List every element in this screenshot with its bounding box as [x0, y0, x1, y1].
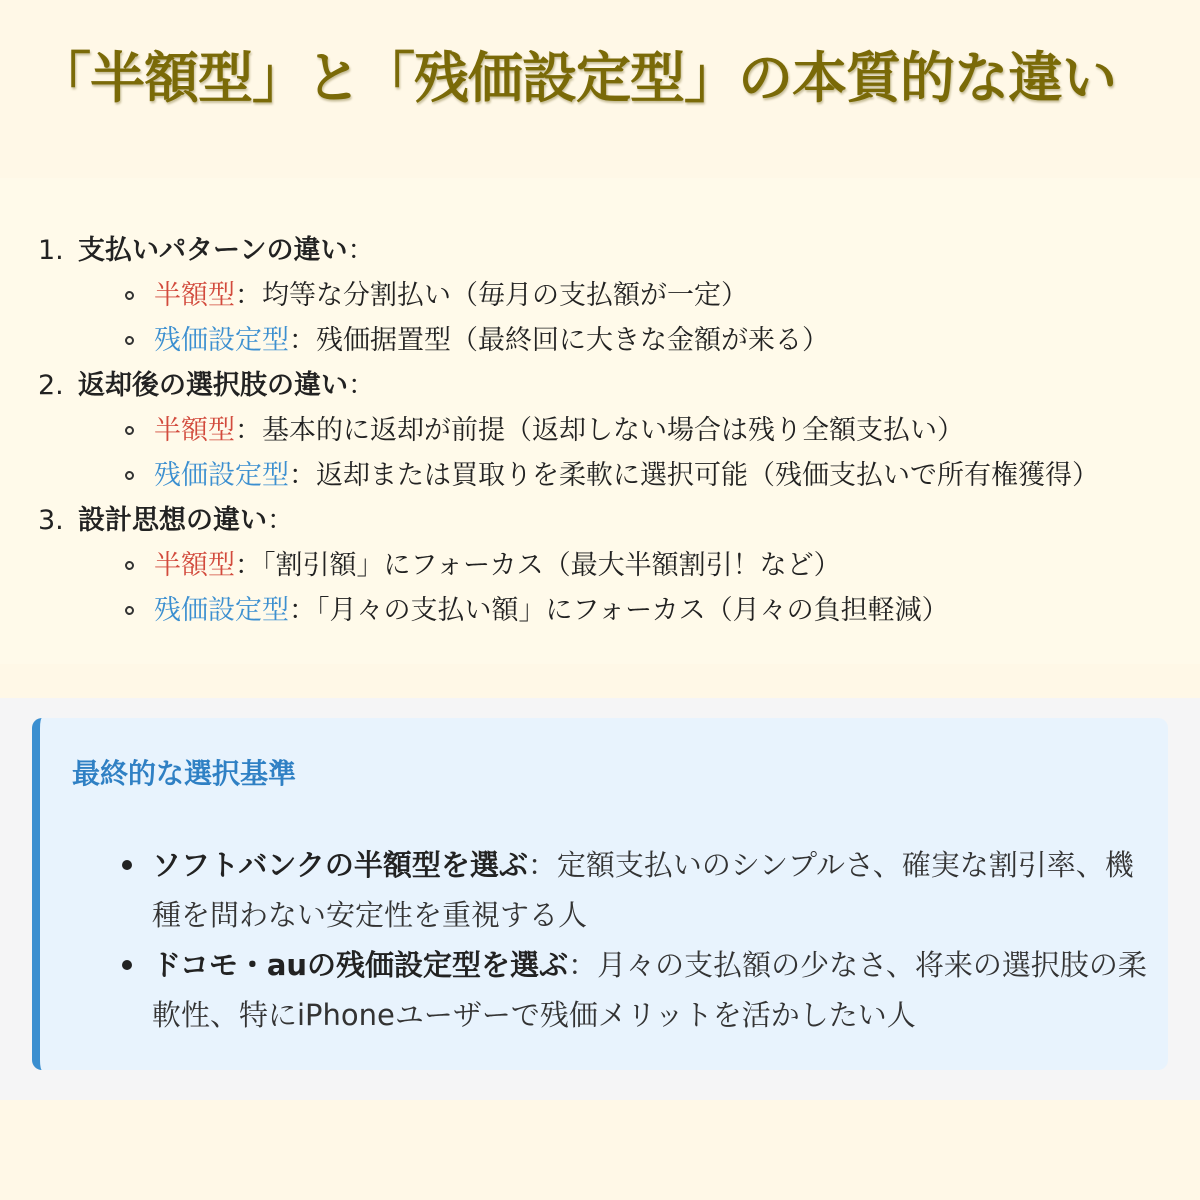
criteria-reason: ：定額支払いのシンプルさ、確実な割引率、機種を問わない安定性を重視する人 — [152, 848, 1134, 932]
difference-heading — [38, 363, 1099, 408]
criteria-title: 最終的な選択基準 — [72, 757, 297, 790]
difference-sub-list — [38, 543, 1099, 633]
term-half: 半額型 — [154, 280, 235, 311]
sub-item-half — [38, 273, 1099, 318]
difference-item-design — [38, 498, 1099, 633]
criteria-callout — [32, 718, 1168, 1070]
term-half: 半額型 — [154, 550, 235, 581]
difference-title: 返却後の選択肢の違い — [78, 370, 348, 401]
difference-item-payment — [38, 228, 1099, 363]
sub-text: ：基本的に返却が前提（返却しない場合は残り全額支払い） — [235, 415, 964, 446]
criteria-item-docomo-au — [152, 940, 1152, 1040]
difference-sub-list — [38, 273, 1099, 363]
list-number: 2. — [38, 370, 64, 401]
colon: ： — [347, 235, 375, 266]
page-title: 「半額型」と「残価設定型」の本質的な違い — [36, 46, 1117, 110]
sub-item-residual — [38, 318, 1099, 363]
difference-heading — [38, 498, 1099, 543]
criteria-choice: ドコモ・auの残価設定型を選ぶ — [152, 948, 569, 982]
sub-text: ：残価据置型（最終回に大きな金額が来る） — [289, 325, 829, 356]
sub-text: ：均等な分割払い（毎月の支払額が一定） — [235, 280, 748, 311]
criteria-choice: ソフトバンクの半額型を選ぶ — [152, 848, 528, 882]
term-half: 半額型 — [154, 415, 235, 446]
difference-sub-list — [38, 408, 1099, 498]
sub-text: ：「割引額」にフォーカス（最大半額割引！など） — [235, 550, 841, 581]
criteria-item-softbank — [152, 840, 1152, 940]
sub-item-half — [38, 408, 1099, 453]
list-number: 3. — [38, 505, 64, 536]
term-residual: 残価設定型 — [154, 595, 289, 626]
sub-item-residual — [38, 453, 1099, 498]
term-residual: 残価設定型 — [154, 460, 289, 491]
colon: ： — [267, 505, 294, 536]
criteria-list — [152, 840, 1152, 1040]
list-number: 1. — [38, 235, 64, 266]
criteria-reason: ：月々の支払額の少なさ、将来の選択肢の柔軟性、特にiPhoneユーザーで残価メリットを活かしたい人 — [152, 948, 1147, 1032]
differences-list — [38, 228, 1099, 633]
sub-text: ：「月々の支払い額」にフォーカス（月々の負担軽減） — [289, 595, 949, 626]
sub-text: ：返却または買取りを柔軟に選択可能（残価支払いで所有権獲得） — [289, 460, 1099, 491]
sub-item-residual — [38, 588, 1099, 633]
sub-item-half — [38, 543, 1099, 588]
difference-item-return — [38, 363, 1099, 498]
difference-heading — [38, 228, 1099, 273]
differences-panel — [0, 178, 1200, 664]
difference-title: 設計思想の違い — [78, 505, 267, 536]
criteria-section — [0, 698, 1200, 1100]
term-residual: 残価設定型 — [154, 325, 289, 356]
difference-title: 支払いパターンの違い — [78, 235, 348, 266]
colon: ： — [348, 370, 375, 401]
